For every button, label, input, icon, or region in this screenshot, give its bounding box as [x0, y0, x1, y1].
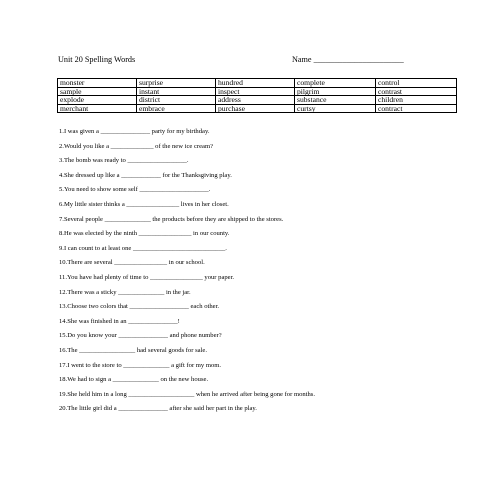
sentence-item: 9.I can count to at least one ____________________________. — [59, 244, 227, 252]
spelling-word-cell: district — [137, 96, 216, 105]
sentence-item: 18.We had to sign a ______________ on the new house. — [59, 376, 209, 384]
sentence-item: 4.She dressed up like a ____________ for the Thanksgiving play. — [59, 171, 232, 179]
sentence-item: 12.There was a sticky ______________ in the jar. — [59, 288, 191, 296]
sentence-item: 15.Do you know your _______________ and phone number? — [59, 332, 222, 340]
sentence-item: 2.Would you like a _____________ of the new ice cream? — [59, 142, 214, 150]
word-table-row — [58, 96, 457, 105]
sentence-item: 5.You need to show some self _____________________. — [59, 186, 211, 194]
sentence-item: 16.The _________________ had several goods for sale. — [59, 346, 207, 354]
spelling-word-cell: embrace — [137, 104, 216, 113]
sentence-item: 13.Choose two colors that __________________ each other. — [59, 303, 220, 311]
spelling-word-cell: substance — [295, 96, 376, 105]
sentence-item: 7.Several people ______________ the products before they are shipped to the stores. — [59, 215, 284, 223]
sentence-item: 6.My little sister thinks a ________________ lives in her closet. — [59, 200, 229, 208]
spelling-word-cell: merchant — [58, 104, 137, 113]
spelling-word-cell: curtsy — [295, 104, 376, 113]
spelling-word-cell: complete — [295, 79, 376, 88]
spelling-word-cell: control — [376, 79, 457, 88]
spelling-word-cell: monster — [58, 79, 137, 88]
sentence-item: 19.She held him in a long ____________________ when he arrived after being gone for months. — [59, 390, 316, 398]
spelling-word-cell: contrast — [376, 87, 457, 96]
spelling-word-cell: purchase — [216, 104, 295, 113]
word-table-row — [58, 79, 457, 88]
sentence-item: 1.I was given a _______________ party for my birthday. — [59, 128, 210, 135]
spelling-word-cell: sample — [58, 87, 137, 96]
sentence-item: 3.The bomb was ready to __________________. — [59, 157, 189, 165]
spelling-word-cell: hundred — [216, 79, 295, 88]
word-table-row — [58, 104, 457, 113]
sentence-item: 10.There are several ________________ in our school. — [59, 259, 205, 267]
spelling-word-cell: address — [216, 96, 295, 105]
worksheet-title: Unit 20 Spelling Words — [58, 55, 136, 64]
sentence-item: 8.He was elected by the ninth ________________ in our county. — [59, 230, 230, 238]
spelling-word-cell: children — [376, 96, 457, 105]
sentence-item: 14.She was finished in an _______________! — [59, 317, 180, 325]
spelling-word-cell: inspect — [216, 87, 295, 96]
spelling-word-cell: instant — [137, 87, 216, 96]
fill-in-sentence-list — [59, 125, 479, 417]
spelling-word-cell: explode — [58, 96, 137, 105]
spelling-word-cell: pilgrim — [295, 87, 376, 96]
spelling-word-cell: surprise — [137, 79, 216, 88]
spelling-word-cell: contract — [376, 104, 457, 113]
sentence-item: 17.I went to the store to ______________ a gift for my mom. — [59, 361, 222, 369]
sentence-item: 11.You have had plenty of time to ________________ your paper. — [59, 273, 235, 281]
sentence-item: 20.The little girl did a _______________ after she said her part in the play. — [59, 405, 257, 413]
name-field-label: Name ______________________ — [292, 55, 404, 64]
spelling-word-table — [57, 78, 457, 113]
